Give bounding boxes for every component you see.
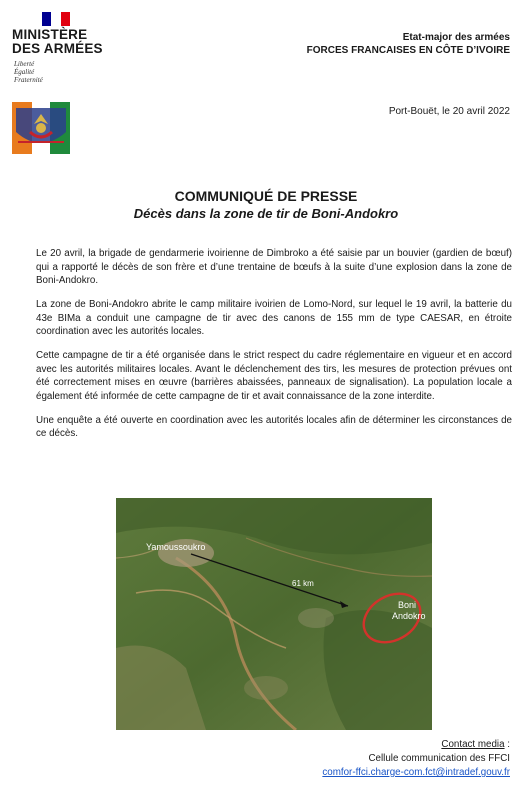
motto-line3: Fraternité: [14, 76, 43, 84]
paragraph-4: Une enquête a été ouverte en coordination avec les autorités locales afin de déterminer les circonstances de ce décès.: [36, 414, 512, 439]
contact-email-link[interactable]: comfor-ffci.charge-com.fct@intradef.gouv.fr: [322, 767, 510, 778]
map-target-label-2: Andokro: [392, 611, 426, 621]
contact-unit: Cellule communication des FFCI: [368, 753, 510, 764]
place-date: Port-Bouët, le 20 avril 2022: [388, 106, 510, 117]
paragraph-2: La zone de Boni-Andokro abrite le camp militaire ivoirien de Lomo-Nord, sur lequel le 19 avril, la batterie du 43e BIMa a conduit une campagne de tir avec des canons de 155 mm de type CAESAR, en étroite coordination avec les autorités locales.: [36, 299, 512, 337]
ministry-name-line2: DES ARMÉES: [12, 41, 103, 56]
flag-white-stripe: [51, 12, 60, 26]
page-subtitle: Décès dans la zone de tir de Boni-Andokro: [133, 206, 399, 221]
french-flag-icon: [42, 12, 70, 26]
flag-blue-stripe: [42, 12, 51, 26]
motto-line1: Liberté: [14, 60, 35, 68]
authority-line1: Etat-major des armées: [402, 32, 510, 43]
map-city-label: Yamoussoukro: [146, 542, 206, 552]
contact-heading: [322, 738, 510, 752]
map-target-label-1: Boni: [398, 600, 417, 610]
motto-line2: Égalité: [14, 68, 35, 76]
republic-motto: [14, 60, 43, 84]
military-crest-icon: [12, 102, 70, 154]
flag-red-stripe: [61, 12, 70, 26]
contact-label: Contact media: [441, 739, 505, 750]
satellite-map: [116, 498, 432, 730]
contact-colon: :: [504, 739, 510, 750]
authority-line2: FORCES FRANCAISES EN CÔTE D’IVOIRE: [306, 45, 510, 56]
ministry-name: [12, 28, 103, 56]
communique-body: [36, 247, 512, 451]
map-distance-label: 61 km: [292, 579, 314, 588]
issuing-authority: [307, 31, 510, 57]
contact-block: [322, 738, 510, 780]
page-title: COMMUNIQUÉ DE PRESSE: [174, 188, 358, 204]
ministry-name-line1: MINISTÈRE: [12, 27, 88, 42]
paragraph-1: Le 20 avril, la brigade de gendarmerie ivoirienne de Dimbroko a été saisie par un bouvier (gardien de bœuf) qui a rapporté le décès de son frère et d’une trentaine de bœufs à la suite d’une explosion dans la zone de Boni-Andokro.: [36, 248, 512, 286]
paragraph-3: Cette campagne de tir a été organisée dans le strict respect du cadre réglementaire en vigueur et en accord avec les autorités militaires locales. Avant le déclenchement des tirs, les mesures de protection prévues ont été correctement mises en œuvre (barrières abaissées, panneaux de signalisation). La population locale a également été informée de cette campagne de tir et avait connaissance de la zone interdite.: [36, 350, 512, 402]
